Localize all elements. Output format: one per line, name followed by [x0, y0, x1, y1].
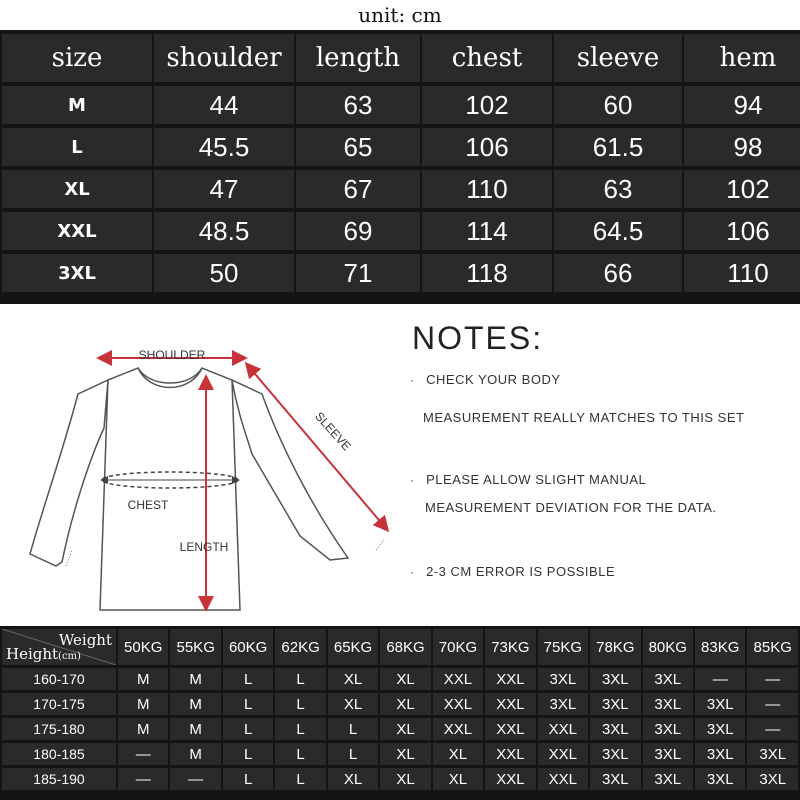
size-cell: 3XL [643, 668, 693, 690]
hem-value: 102 [684, 170, 800, 208]
size-cell: L [275, 768, 325, 790]
size-cell: M [118, 718, 168, 740]
chest-value: 106 [422, 128, 552, 166]
size-cell: 3XL [643, 693, 693, 715]
hem-value: 106 [684, 212, 800, 250]
height-row [2, 743, 798, 765]
size-cell: XXL [485, 718, 535, 740]
size-cell: L [275, 743, 325, 765]
hem-value: 98 [684, 128, 800, 166]
shoulder-value: 45.5 [154, 128, 294, 166]
height-row [2, 718, 798, 740]
weight-header: 73KG [485, 629, 535, 665]
weight-header: 75KG [538, 629, 588, 665]
weight-header: 50KG [118, 629, 168, 665]
size-cell: L [275, 668, 325, 690]
sleeve-label: SLEEVE [312, 409, 354, 454]
hem-value: 110 [684, 254, 800, 292]
sleeve-arrow [250, 368, 384, 526]
size-cell: XXL [485, 693, 535, 715]
size-cell: — [170, 768, 220, 790]
height-row [2, 668, 798, 690]
note-2-line-1: PLEASE ALLOW SLIGHT MANUAL [426, 472, 647, 487]
size-table-header-row [2, 34, 800, 82]
size-cell: M [118, 693, 168, 715]
height-range: 170-175 [2, 693, 116, 715]
weight-header: 70KG [433, 629, 483, 665]
weight-header: 80KG [643, 629, 693, 665]
size-row-l [2, 128, 800, 166]
height-range: 160-170 [2, 668, 116, 690]
note-3-line-1: 2-3 CM ERROR IS POSSIBLE [426, 564, 616, 579]
chest-value: 118 [422, 254, 552, 292]
length-header: length [296, 34, 420, 82]
chest-value: 114 [422, 212, 552, 250]
size-cell: XXL [485, 743, 535, 765]
note-1-line-2: MEASUREMENT REALLY MATCHES TO THIS SET [423, 410, 745, 425]
size-cell: 3XL [590, 718, 640, 740]
size-row-m [2, 86, 800, 124]
weight-header-row [2, 629, 798, 665]
chest-value: 102 [422, 86, 552, 124]
size-label: XXL [2, 212, 152, 250]
size-cell: — [747, 718, 798, 740]
height-unit: (cm) [58, 651, 81, 662]
sleeve-value: 64.5 [554, 212, 682, 250]
shoulder-value: 47 [154, 170, 294, 208]
size-cell: 3XL [643, 718, 693, 740]
weight-header: 83KG [695, 629, 745, 665]
shoulder-header: shoulder [154, 34, 294, 82]
size-cell: L [328, 718, 378, 740]
shirt-measurement-diagram [0, 304, 400, 626]
size-cell: 3XL [695, 768, 745, 790]
height-range: 185-190 [2, 768, 116, 790]
chest-label: CHEST [127, 498, 169, 512]
note-1-continued [423, 410, 744, 425]
size-cell: 3XL [590, 668, 640, 690]
size-cell: 3XL [643, 743, 693, 765]
length-label: LENGTH [179, 540, 229, 554]
size-label: L [2, 128, 152, 166]
sleeve-value: 61.5 [554, 128, 682, 166]
weight-header: 65KG [328, 629, 378, 665]
size-cell: XXL [485, 668, 535, 690]
size-header: size [2, 34, 152, 82]
size-cell: XL [328, 668, 378, 690]
size-cell: 3XL [590, 768, 640, 790]
size-cell: XL [433, 768, 483, 790]
size-cell: L [223, 668, 273, 690]
height-row [2, 693, 798, 715]
height-range: 180-185 [2, 743, 116, 765]
weight-header: 78KG [590, 629, 640, 665]
size-cell: XL [380, 768, 430, 790]
length-value: 65 [296, 128, 420, 166]
size-label: M [2, 86, 152, 124]
size-cell: 3XL [747, 743, 798, 765]
size-cell: — [695, 668, 745, 690]
bullet-icon: · [410, 373, 415, 387]
height-range: 175-180 [2, 718, 116, 740]
height-label-group [6, 645, 81, 663]
weight-label: Weight [58, 631, 112, 649]
size-chart-table [0, 30, 800, 304]
notes-title: NOTES: [412, 320, 544, 356]
chest-header: chest [422, 34, 552, 82]
size-cell: XXL [538, 768, 588, 790]
sleeve-value: 66 [554, 254, 682, 292]
sleeve-header: sleeve [554, 34, 682, 82]
size-cell: XL [433, 743, 483, 765]
size-cell: XL [380, 693, 430, 715]
note-2 [410, 472, 646, 487]
chest-value: 110 [422, 170, 552, 208]
shoulder-value: 44 [154, 86, 294, 124]
height-label: Height [6, 645, 59, 663]
size-row-xl [2, 170, 800, 208]
note-3 [410, 564, 615, 579]
shoulder-value: 50 [154, 254, 294, 292]
middle-section [0, 304, 800, 626]
size-cell: — [118, 743, 168, 765]
size-cell: 3XL [538, 693, 588, 715]
size-cell: M [118, 668, 168, 690]
size-cell: M [170, 743, 220, 765]
size-label: 3XL [2, 254, 152, 292]
size-cell: — [747, 693, 798, 715]
size-cell: 3XL [590, 743, 640, 765]
size-cell: XXL [485, 768, 535, 790]
length-value: 71 [296, 254, 420, 292]
weight-header: 55KG [170, 629, 220, 665]
length-value: 69 [296, 212, 420, 250]
size-cell: 3XL [590, 693, 640, 715]
height-row [2, 768, 798, 790]
weight-height-corner-cell [2, 629, 116, 665]
size-cell: XL [328, 768, 378, 790]
note-1-line-1: CHECK YOUR BODY [426, 372, 561, 387]
size-cell: L [275, 718, 325, 740]
note-2-continued [425, 500, 717, 515]
size-cell: XXL [538, 718, 588, 740]
size-row-xxl [2, 212, 800, 250]
shoulder-value: 48.5 [154, 212, 294, 250]
length-value: 67 [296, 170, 420, 208]
size-cell: M [170, 668, 220, 690]
size-cell: 3XL [695, 743, 745, 765]
size-cell: L [223, 743, 273, 765]
sleeve-value: 60 [554, 86, 682, 124]
size-cell: L [223, 693, 273, 715]
size-cell: XXL [433, 668, 483, 690]
weight-header: 68KG [380, 629, 430, 665]
size-cell: XXL [433, 693, 483, 715]
weight-header: 60KG [223, 629, 273, 665]
size-row-3xl [2, 254, 800, 292]
length-value: 63 [296, 86, 420, 124]
size-cell: M [170, 693, 220, 715]
size-cell: 3XL [695, 718, 745, 740]
bullet-icon: · [410, 565, 415, 579]
shirt-outline [30, 368, 348, 610]
note-1 [410, 372, 561, 387]
size-cell: 3XL [538, 668, 588, 690]
size-cell: XXL [433, 718, 483, 740]
hem-value: 94 [684, 86, 800, 124]
bullet-icon: · [410, 473, 415, 487]
size-label: XL [2, 170, 152, 208]
weight-header: 85KG [747, 629, 798, 665]
weight-header: 62KG [275, 629, 325, 665]
sleeve-value: 63 [554, 170, 682, 208]
size-cell: XL [380, 718, 430, 740]
hem-header: hem [684, 34, 800, 82]
size-cell: L [275, 693, 325, 715]
note-2-line-2: MEASUREMENT DEVIATION FOR THE DATA. [425, 500, 717, 515]
shoulder-label: SHOULDER [138, 348, 206, 362]
unit-label: unit: cm [358, 3, 442, 27]
size-cell: XL [380, 743, 430, 765]
size-cell: — [118, 768, 168, 790]
size-cell: XL [328, 693, 378, 715]
size-cell: XL [380, 668, 430, 690]
size-cell: 3XL [695, 693, 745, 715]
size-cell: L [328, 743, 378, 765]
size-cell: XXL [538, 743, 588, 765]
size-cell: M [170, 718, 220, 740]
weight-height-size-table [0, 626, 800, 800]
size-cell: L [223, 768, 273, 790]
size-cell: L [223, 718, 273, 740]
size-cell: — [747, 668, 798, 690]
size-cell: 3XL [643, 768, 693, 790]
size-cell: 3XL [747, 768, 798, 790]
